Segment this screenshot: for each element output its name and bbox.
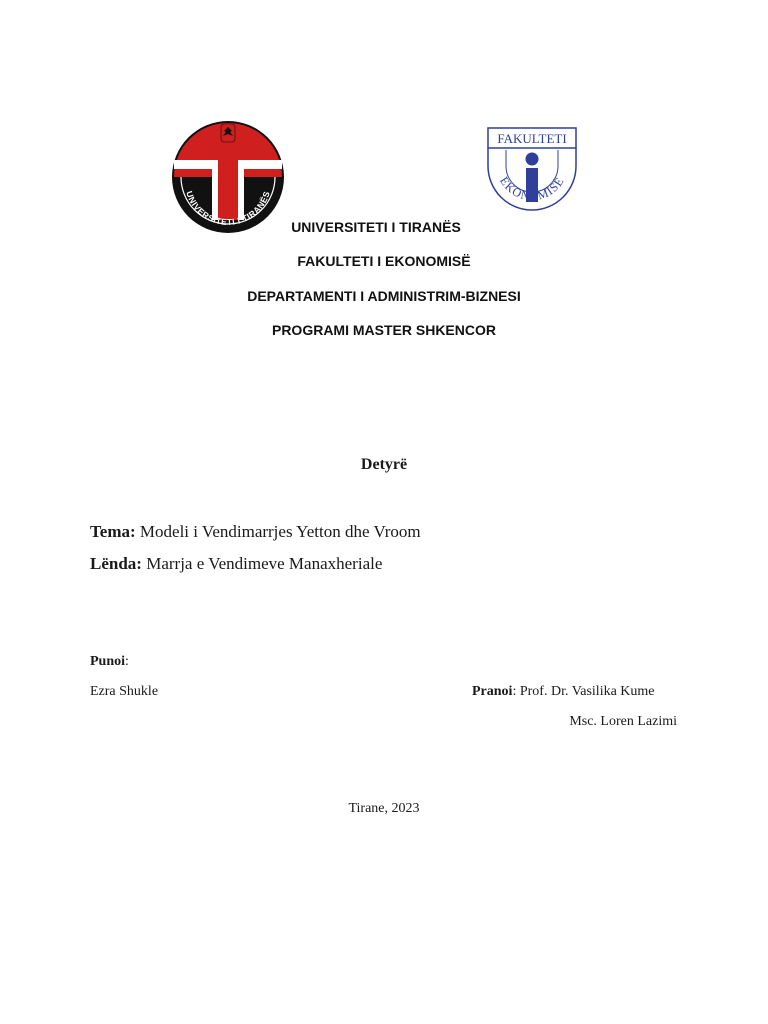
subject-label: Lënda:	[90, 554, 142, 573]
university-logo	[171, 120, 285, 234]
faculty-logo	[486, 126, 578, 230]
subject-line	[90, 554, 382, 574]
department-name: DEPARTAMENTI I ADMINISTRIM-BIZNESI	[247, 288, 521, 304]
topic-label: Tema:	[90, 522, 136, 541]
program-name: PROGRAMI MASTER SHKENCOR	[271, 322, 496, 338]
university-name: UNIVERSITETI I TIRANЁS	[291, 219, 461, 235]
topic-line	[90, 522, 421, 542]
received-label: Pranoi	[472, 684, 513, 699]
place-date: Tirane, 2023	[348, 801, 420, 816]
worked-colon: :	[125, 654, 129, 669]
worked-label: Punoi	[90, 654, 126, 669]
document-type: Detyrë	[360, 456, 408, 473]
received-value: : Prof. Dr. Vasilika Kume	[512, 684, 655, 699]
topic-value: Modeli i Vendimarrjes Yetton dhe Vroom	[135, 522, 421, 541]
subject-value: Marrja e Vendimeve Manaxheriale	[141, 554, 383, 573]
svg-text:UNIVERSITETI I TIRANËS: UNIVERSITETI I TIRANËS	[184, 189, 272, 228]
student-name: Ezra Shukle	[90, 684, 159, 699]
svg-text:FAKULTETI: FAKULTETI	[497, 131, 567, 146]
assistant-name: Msc. Loren Lazimi	[569, 714, 677, 729]
received-line	[472, 684, 655, 700]
svg-text:EKONOMISË: EKONOMISË	[497, 174, 567, 204]
eagle-icon	[221, 124, 235, 142]
faculty-name: FAKULTETI I EKONOMISЁ	[297, 253, 471, 269]
worked-line	[90, 654, 129, 670]
